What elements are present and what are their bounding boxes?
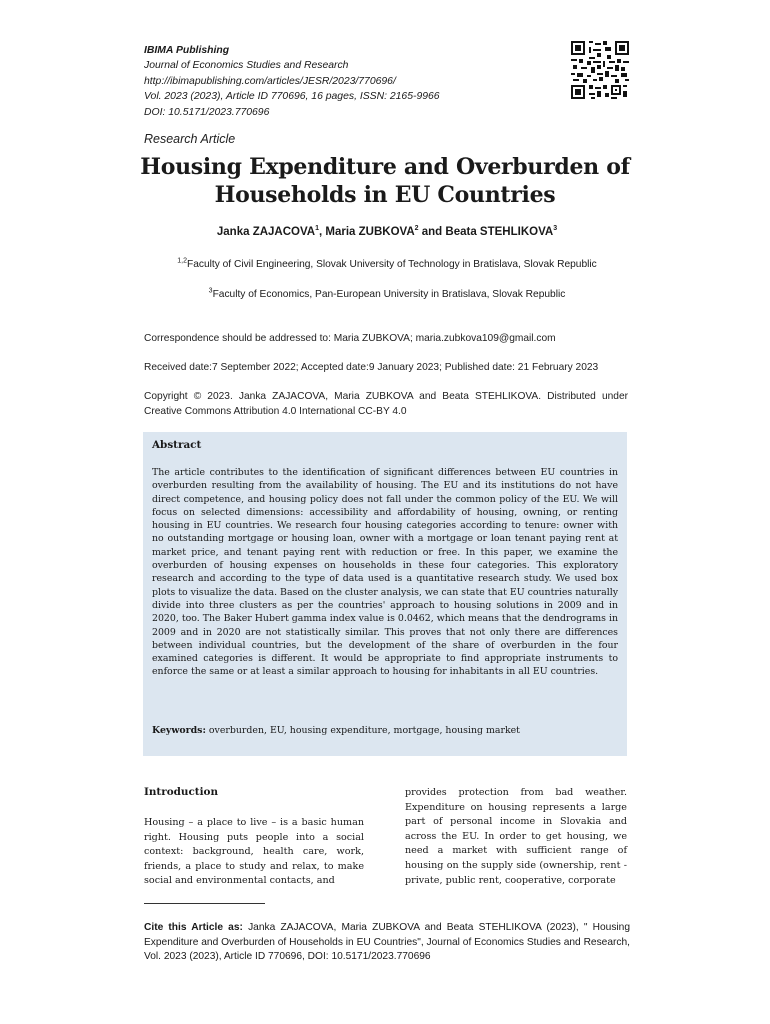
footnote-divider xyxy=(144,903,265,904)
keywords xyxy=(152,725,618,736)
citation xyxy=(144,921,630,965)
author-3: Beata STEHLIKOVA xyxy=(445,226,554,238)
citation-text: Janka ZAJACOVA, Maria ZUBKOVA and Beata STEHLIKOVA (2023), " Housing Expenditure and Overburden of Households in EU Countries", Journal of Economics Studies and Research, Vol. 2023 (2023), Article ID 770696, DOI: 10.5171/2023.770696 xyxy=(144,922,631,963)
journal-name: Journal of Economics Studies and Research xyxy=(144,60,349,72)
keywords-text: overburden, EU, housing expenditure, mortgage, housing market xyxy=(205,725,520,736)
volume-info: Vol. 2023 (2023), Article ID 770696, 16 pages, ISSN: 2165-9966 xyxy=(144,91,440,103)
publisher-name: IBIMA Publishing xyxy=(144,45,230,56)
abstract-heading: Abstract xyxy=(152,439,202,451)
affiliation-2-text: Faculty of Economics, Pan-European University in Bratislava, Slovak Republic xyxy=(212,289,566,300)
article-url[interactable]: http://ibimapublishing.com/articles/JESR/2023/770696/ xyxy=(144,75,396,87)
affiliation-2-sup: 3 xyxy=(208,287,213,295)
author-1-sup: 1 xyxy=(315,225,320,233)
copyright: Copyright © 2023. Janka ZAJACOVA, Maria ZUBKOVA and Beata STEHLIKOVA. Distributed under Creative Commons Attribution 4.0 International CC-BY 4.0 xyxy=(144,391,628,417)
author-and: and xyxy=(418,226,446,238)
article-type: Research Article xyxy=(144,132,236,146)
correspondence: Correspondence should be addressed to: Maria ZUBKOVA; maria.zubkova109@gmail.com xyxy=(144,333,556,344)
doi: DOI: 10.5171/2023.770696 xyxy=(144,106,270,118)
journal-header xyxy=(144,43,440,120)
keywords-label: Keywords: xyxy=(152,725,206,736)
qr-code-icon xyxy=(571,41,629,99)
title-line-1: Housing Expenditure and Overburden of xyxy=(140,154,630,180)
author-sep: , xyxy=(319,226,326,238)
affiliation-2 xyxy=(144,289,630,300)
paper-title xyxy=(120,153,650,209)
author-1: Janka ZAJACOVA xyxy=(216,226,316,238)
author-2: Maria ZUBKOVA xyxy=(325,226,415,238)
author-list xyxy=(144,226,630,238)
author-3-sup: 3 xyxy=(553,225,558,233)
introduction-heading: Introduction xyxy=(144,786,218,798)
abstract-text: The article contributes to the identification of significant differences between EU countries in overburden resulting from the availability of housing. The EU and its institutions do not have direct competence, and housing policy does not fall under the common policy of the EU. We will focus on selected dimensions: accessibility and affordability of housing, owning, or renting housing in EU countries. We research four housing categories according to tenure: owner with no outstanding mortgage or housing loan, owner with a mortgage or loan tenant paying rent at market price, and tenant paying rent with reduction or free. In this paper, we examine the overburden of housing expenses on households in these four categories. This exploratory research and according to the type of data used is a quantitative research study. We used box plots to visualize the data. Based on the cluster analysis, we can state that EU countries naturally divide into three clusters as per the countries' approach to housing solutions in 2009 and in 2020, too. The Baker Hubert gamma index value is 0.0462, which means that the dendrograms in 2009 and in 2020 are not statistically similar. This proves that not only there are differences between individual countries, but the development of the share of overburden in the four examined categories is different. It would be appropriate to find appropriate instruments to enforce the same or at least a similar approach to housing for inhabitants in all EU countries. xyxy=(152,467,618,678)
affiliation-1-text: Faculty of Civil Engineering, Slovak University of Technology in Bratislava, Slovak Republic xyxy=(186,259,597,270)
introduction-col-2: provides protection from bad weather. Expenditure on housing represents a large part of personal income in Slovakia and across the EU. In order to get housing, we need a market with sufficient range of housing on the supply side (ownership, rent - private, public rent, cooperative, corporate xyxy=(405,787,627,886)
affiliation-1 xyxy=(144,259,630,270)
introduction-col-1: Housing – a place to live – is a basic human right. Housing puts people into a social context: background, health care, work, friends, a place to study and relax, to make social and environmental contacts, and xyxy=(144,817,364,887)
title-line-2: Households in EU Countries xyxy=(214,182,556,208)
affiliation-1-sup: 1,2 xyxy=(177,257,187,265)
author-2-sup: 2 xyxy=(414,225,419,233)
citation-label: Cite this Article as: xyxy=(144,922,243,933)
dates: Received date:7 September 2022; Accepted date:9 January 2023; Published date: 21 February 2023 xyxy=(144,362,599,373)
